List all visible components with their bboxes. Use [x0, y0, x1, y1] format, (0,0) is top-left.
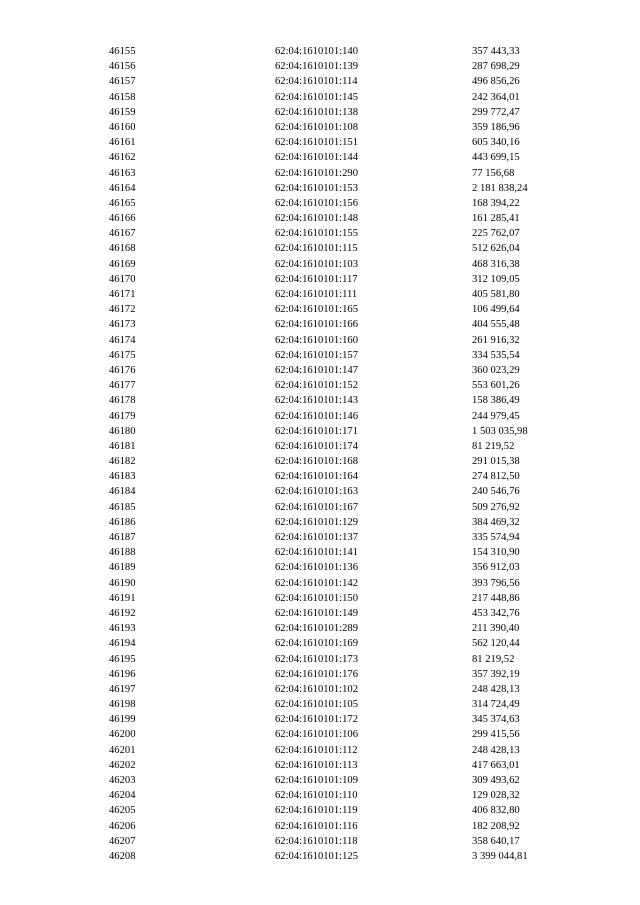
cadastral-number-cell: 62:04:1610101:144	[275, 152, 358, 164]
cadastral-number-cell: 62:04:1610101:160	[275, 334, 358, 346]
cadastral-number-cell: 62:04:1610101:129	[275, 516, 358, 528]
cadastral-number-cell: 62:04:1610101:152	[275, 380, 358, 392]
table-row	[109, 819, 579, 834]
row-number-cell: 46207	[109, 835, 136, 847]
cadastral-number-cell: 62:04:1610101:110	[275, 790, 358, 802]
cadastral-value-cell: 312 109,05	[472, 273, 520, 285]
row-number-cell: 46206	[109, 820, 136, 832]
row-number-cell: 46178	[109, 395, 136, 407]
table-row	[109, 211, 579, 226]
cadastral-value-cell: 225 762,07	[472, 228, 520, 240]
row-number-cell: 46205	[109, 805, 136, 817]
table-row	[109, 105, 579, 120]
row-number-cell: 46169	[109, 258, 136, 270]
cadastral-value-cell: 248 428,13	[472, 683, 520, 695]
cadastral-number-cell: 62:04:1610101:147	[275, 364, 358, 376]
cadastral-value-cell: 384 469,32	[472, 516, 520, 528]
cadastral-number-cell: 62:04:1610101:149	[275, 607, 358, 619]
table-row	[109, 636, 579, 651]
cadastral-number-cell: 62:04:1610101:166	[275, 319, 358, 331]
cadastral-value-cell: 405 581,80	[472, 289, 520, 300]
table-row	[109, 849, 579, 864]
cadastral-value-cell: 309 493,62	[472, 775, 520, 786]
table-row	[109, 317, 579, 332]
row-number-cell: 46208	[109, 850, 136, 862]
cadastral-number-cell: 62:04:1610101:150	[275, 592, 358, 604]
row-number-cell: 46163	[109, 167, 136, 179]
table-row	[109, 90, 579, 105]
cadastral-value-cell: 406 832,80	[472, 805, 520, 817]
table-row	[109, 333, 579, 348]
cadastral-number-cell: 62:04:1610101:174	[275, 440, 358, 452]
table-row	[109, 560, 579, 575]
row-number-cell: 46166	[109, 213, 136, 225]
row-number-cell: 46189	[109, 562, 136, 574]
cadastral-number-cell: 62:04:1610101:116	[275, 820, 358, 832]
cadastral-number-cell: 62:04:1610101:136	[275, 562, 358, 574]
row-number-cell: 46156	[109, 61, 136, 73]
cadastral-value-cell: 358 640,17	[472, 835, 520, 847]
cadastral-value-cell: 562 120,44	[472, 638, 520, 650]
row-number-cell: 46203	[109, 775, 136, 786]
table-row	[109, 712, 579, 727]
table-row	[109, 257, 579, 272]
table-row	[109, 773, 579, 788]
cadastral-value-cell: 274 812,50	[472, 471, 520, 483]
cadastral-number-cell: 62:04:1610101:157	[275, 349, 358, 361]
table-row	[109, 135, 579, 150]
cadastral-value-cell: 453 342,76	[472, 607, 520, 619]
cadastral-value-cell: 356 912,03	[472, 562, 520, 574]
cadastral-value-cell: 2 181 838,24	[472, 182, 528, 194]
cadastral-number-cell: 62:04:1610101:289	[275, 623, 358, 635]
cadastral-number-cell: 62:04:1610101:109	[275, 775, 358, 786]
row-number-cell: 46195	[109, 653, 136, 665]
row-number-cell: 46182	[109, 456, 136, 468]
cadastral-value-cell: 240 546,76	[472, 486, 520, 498]
table-row	[109, 530, 579, 545]
cadastral-value-cell: 182 208,92	[472, 820, 520, 832]
cadastral-value-cell: 443 699,15	[472, 152, 520, 164]
cadastral-number-cell: 62:04:1610101:142	[275, 577, 358, 589]
cadastral-number-cell: 62:04:1610101:143	[275, 395, 358, 407]
cadastral-value-cell: 357 443,33	[472, 46, 520, 57]
row-number-cell: 46191	[109, 592, 136, 604]
cadastral-value-cell: 158 386,49	[472, 395, 520, 407]
cadastral-number-cell: 62:04:1610101:145	[275, 91, 358, 103]
row-number-cell: 46186	[109, 516, 136, 528]
cadastral-value-cell: 154 310,90	[472, 547, 520, 559]
cadastral-value-cell: 81 219,52	[472, 653, 515, 665]
cadastral-number-cell: 62:04:1610101:141	[275, 547, 358, 559]
row-number-cell: 46201	[109, 744, 136, 756]
table-row	[109, 439, 579, 454]
table-row	[109, 378, 579, 393]
row-number-cell: 46180	[109, 425, 136, 437]
row-number-cell: 46165	[109, 197, 136, 209]
cadastral-value-cell: 553 601,26	[472, 380, 520, 392]
row-number-cell: 46188	[109, 547, 136, 559]
cadastral-number-cell: 62:04:1610101:113	[275, 759, 358, 771]
table-row	[109, 803, 579, 818]
cadastral-number-cell: 62:04:1610101:125	[275, 850, 358, 862]
row-number-cell: 46184	[109, 486, 136, 498]
cadastral-value-cell: 261 916,32	[472, 334, 520, 346]
row-number-cell: 46196	[109, 668, 136, 680]
cadastral-value-cell: 314 724,49	[472, 699, 520, 711]
cadastral-number-cell: 62:04:1610101:139	[275, 61, 358, 73]
row-number-cell: 46202	[109, 759, 136, 771]
table-row	[109, 74, 579, 89]
cadastral-number-cell: 62:04:1610101:106	[275, 729, 358, 741]
cadastral-value-cell: 287 698,29	[472, 61, 520, 73]
cadastral-value-cell: 360 023,29	[472, 364, 520, 376]
table-row	[109, 576, 579, 591]
cadastral-number-cell: 62:04:1610101:111	[275, 289, 358, 300]
table-row	[109, 591, 579, 606]
table-row	[109, 302, 579, 317]
row-number-cell: 46181	[109, 440, 136, 452]
table-row	[109, 393, 579, 408]
table-row	[109, 348, 579, 363]
table-row	[109, 834, 579, 849]
row-number-cell: 46197	[109, 683, 136, 695]
cadastral-number-cell: 62:04:1610101:137	[275, 532, 358, 543]
cadastral-value-cell: 404 555,48	[472, 319, 520, 331]
table-row	[109, 682, 579, 697]
cadastral-value-cell: 299 415,56	[472, 729, 520, 741]
row-number-cell: 46174	[109, 334, 136, 346]
row-number-cell: 46162	[109, 152, 136, 164]
table-row	[109, 363, 579, 378]
row-number-cell: 46175	[109, 349, 136, 361]
row-number-cell: 46198	[109, 699, 136, 711]
table-row	[109, 424, 579, 439]
table-row	[109, 469, 579, 484]
cadastral-number-cell: 62:04:1610101:151	[275, 137, 358, 149]
cadastral-value-cell: 3 399 044,81	[472, 850, 528, 862]
row-number-cell: 46193	[109, 623, 136, 635]
cadastral-value-cell: 211 390,40	[472, 623, 520, 635]
row-number-cell: 46170	[109, 273, 136, 285]
row-number-cell: 46167	[109, 228, 136, 240]
cadastral-value-cell: 335 574,94	[472, 532, 520, 543]
cadastral-number-cell: 62:04:1610101:165	[275, 304, 358, 316]
table-row	[109, 697, 579, 712]
cadastral-number-cell: 62:04:1610101:119	[275, 805, 358, 817]
cadastral-number-cell: 62:04:1610101:176	[275, 668, 358, 680]
cadastral-number-cell: 62:04:1610101:168	[275, 456, 358, 468]
cadastral-number-cell: 62:04:1610101:156	[275, 197, 358, 209]
cadastral-value-cell: 496 856,26	[472, 76, 520, 88]
row-number-cell: 46173	[109, 319, 136, 331]
cadastral-value-cell: 242 364,01	[472, 91, 520, 103]
row-number-cell: 46179	[109, 410, 136, 422]
cadastral-value-cell: 357 392,19	[472, 668, 520, 680]
row-number-cell: 46159	[109, 106, 136, 118]
table-row	[109, 621, 579, 636]
table-row	[109, 181, 579, 196]
cadastral-number-cell: 62:04:1610101:148	[275, 213, 358, 225]
row-number-cell: 46183	[109, 471, 136, 483]
table-row	[109, 652, 579, 667]
cadastral-value-cell: 77 156,68	[472, 167, 515, 179]
cadastral-number-cell: 62:04:1610101:138	[275, 106, 358, 118]
row-number-cell: 46185	[109, 501, 136, 513]
cadastral-number-cell: 62:04:1610101:117	[275, 273, 358, 285]
row-number-cell: 46157	[109, 76, 136, 88]
cadastral-number-cell: 62:04:1610101:118	[275, 835, 358, 847]
cadastral-number-cell: 62:04:1610101:167	[275, 501, 358, 513]
table-row	[109, 241, 579, 256]
cadastral-value-cell: 299 772,47	[472, 106, 520, 118]
cadastral-number-cell: 62:04:1610101:112	[275, 744, 358, 756]
row-number-cell: 46155	[109, 46, 136, 57]
table-row	[109, 196, 579, 211]
table-row	[109, 667, 579, 682]
table-row	[109, 150, 579, 165]
cadastral-value-cell: 468 316,38	[472, 258, 520, 270]
cadastral-value-cell: 512 626,04	[472, 243, 520, 255]
cadastral-value-cell: 345 374,63	[472, 714, 520, 726]
table-row	[109, 120, 579, 135]
row-number-cell: 46194	[109, 638, 136, 650]
cadastral-value-cell: 417 663,01	[472, 759, 520, 771]
cadastral-value-cell: 168 394,22	[472, 197, 520, 209]
table-row	[109, 545, 579, 560]
cadastral-number-cell: 62:04:1610101:290	[275, 167, 358, 179]
table-row	[109, 272, 579, 287]
cadastral-number-cell: 62:04:1610101:163	[275, 486, 358, 498]
row-number-cell: 46176	[109, 364, 136, 376]
row-number-cell: 46172	[109, 304, 136, 316]
cadastral-number-cell: 62:04:1610101:103	[275, 258, 358, 270]
row-number-cell: 46171	[109, 289, 136, 300]
table-row	[109, 226, 579, 241]
cadastral-number-cell: 62:04:1610101:105	[275, 699, 358, 711]
row-number-cell: 46192	[109, 607, 136, 619]
table-row	[109, 788, 579, 803]
cadastral-number-cell: 62:04:1610101:102	[275, 683, 358, 695]
table-row	[109, 743, 579, 758]
cadastral-value-cell: 509 276,92	[472, 501, 520, 513]
cadastral-number-cell: 62:04:1610101:153	[275, 182, 358, 194]
cadastral-number-cell: 62:04:1610101:172	[275, 714, 358, 726]
row-number-cell: 46161	[109, 137, 136, 149]
table-row	[109, 287, 579, 302]
cadastral-value-cell: 291 015,38	[472, 456, 520, 468]
cadastral-value-cell: 106 499,64	[472, 304, 520, 316]
row-number-cell: 46204	[109, 790, 136, 802]
row-number-cell: 46200	[109, 729, 136, 741]
cadastral-value-cell: 359 186,96	[472, 121, 520, 133]
table-row	[109, 166, 579, 181]
cadastral-value-cell: 81 219,52	[472, 440, 515, 452]
cadastral-number-cell: 62:04:1610101:140	[275, 46, 358, 57]
cadastral-value-cell: 248 428,13	[472, 744, 520, 756]
cadastral-number-cell: 62:04:1610101:155	[275, 228, 358, 240]
row-number-cell: 46199	[109, 714, 136, 726]
table-row	[109, 606, 579, 621]
cadastral-number-cell: 62:04:1610101:114	[275, 76, 358, 88]
cadastral-value-table	[109, 44, 579, 864]
cadastral-number-cell: 62:04:1610101:108	[275, 121, 358, 133]
table-row	[109, 727, 579, 742]
table-row	[109, 758, 579, 773]
cadastral-value-cell: 161 285,41	[472, 213, 520, 225]
row-number-cell: 46160	[109, 121, 136, 133]
table-row	[109, 44, 579, 59]
cadastral-value-cell: 217 448,86	[472, 592, 520, 604]
table-row	[109, 454, 579, 469]
cadastral-value-cell: 1 503 035,98	[472, 425, 528, 437]
cadastral-number-cell: 62:04:1610101:171	[275, 425, 358, 437]
row-number-cell: 46187	[109, 532, 136, 543]
row-number-cell: 46177	[109, 380, 136, 392]
table-row	[109, 500, 579, 515]
row-number-cell: 46168	[109, 243, 136, 255]
cadastral-value-cell: 129 028,32	[472, 790, 520, 802]
row-number-cell: 46164	[109, 182, 136, 194]
row-number-cell: 46158	[109, 91, 136, 103]
cadastral-number-cell: 62:04:1610101:173	[275, 653, 358, 665]
table-row	[109, 409, 579, 424]
cadastral-value-cell: 605 340,16	[472, 137, 520, 149]
table-row	[109, 59, 579, 74]
cadastral-number-cell: 62:04:1610101:164	[275, 471, 358, 483]
cadastral-value-cell: 393 796,56	[472, 577, 520, 589]
table-row	[109, 484, 579, 499]
cadastral-number-cell: 62:04:1610101:169	[275, 638, 358, 650]
table-row	[109, 515, 579, 530]
cadastral-value-cell: 244 979,45	[472, 410, 520, 422]
cadastral-value-cell: 334 535,54	[472, 349, 520, 361]
cadastral-number-cell: 62:04:1610101:115	[275, 243, 358, 255]
cadastral-number-cell: 62:04:1610101:146	[275, 410, 358, 422]
row-number-cell: 46190	[109, 577, 136, 589]
